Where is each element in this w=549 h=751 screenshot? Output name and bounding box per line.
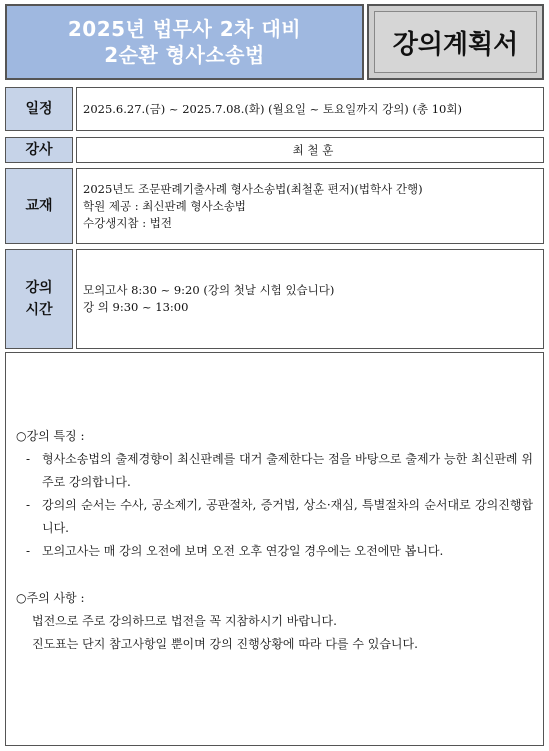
textbook-row	[5, 168, 544, 244]
textbook-line: 수강생지참 : 법전	[83, 215, 172, 230]
lecture-time-label-line: 강의	[25, 280, 53, 296]
lecture-time-row	[5, 249, 544, 349]
instructor-name: 최 철 훈	[292, 142, 334, 157]
caution-text: 진도표는 단지 참고사항일 뿐이며 강의 진행상황에 따라 다를 수 있습니다.	[32, 637, 418, 651]
instructor-value	[76, 137, 544, 163]
schedule-value	[76, 87, 544, 131]
lecture-time-label	[5, 249, 73, 349]
textbook-line: 2025년도 조문판례기출사례 형사소송법(최철훈 편저)(법학사 간행)	[83, 181, 423, 196]
notes-section	[5, 352, 544, 746]
instructor-label: 강사	[5, 137, 73, 163]
title-line-1: 2025년 법무사 2차 대비	[67, 17, 302, 41]
lecture-time-value	[76, 249, 544, 349]
caution-text: 법전으로 주로 강의하므로 법전을 꼭 지참하시기 바랍니다.	[32, 614, 337, 628]
caution-header: ○주의 사항 :	[16, 591, 85, 605]
textbook-label: 교재	[5, 168, 73, 244]
feature-item	[16, 448, 535, 494]
feature-item	[16, 540, 535, 563]
features-header: ○강의 특징 :	[16, 429, 85, 443]
textbook-value	[76, 168, 544, 244]
lecture-time-line: 강 의 9:30 ~ 13:00	[83, 300, 189, 314]
feature-item	[16, 494, 535, 540]
lecture-time-label-line: 시간	[25, 302, 53, 318]
title-line-2: 2순환 형사소송법	[104, 43, 265, 67]
textbook-line: 학원 제공 : 최신판례 형사소송법	[83, 198, 246, 213]
instructor-row	[5, 137, 544, 163]
bullet-dash: -	[26, 452, 31, 466]
schedule-label: 일정	[5, 87, 73, 131]
schedule-row	[5, 87, 544, 131]
feature-text: 강의의 순서는 수사, 공소제기, 공판절차, 증거법, 상소·재심, 특별절차의 순서대로 강의진행합니다.	[42, 498, 533, 535]
schedule-text: 2025.6.27.(금) ~ 2025.7.08.(화) (월요일 ~ 토요일까지 강의) (총 10회)	[83, 101, 462, 116]
document-type-label: 강의계획서	[374, 11, 537, 73]
lecture-time-line: 모의고사 8:30 ~ 9:20 (강의 첫날 시험 있습니다)	[83, 283, 335, 297]
document-title	[5, 4, 364, 80]
feature-text: 모의고사는 매 강의 오전에 보며 오전 오후 연강일 경우에는 오전에만 봅니다.	[42, 544, 444, 558]
feature-text: 형사소송법의 출제경향이 최신판례를 대거 출제한다는 점을 바탕으로 출제가 능한 최신판례 위주로 강의합니다.	[42, 452, 533, 489]
document-type-box	[367, 4, 544, 80]
bullet-dash: -	[26, 544, 31, 558]
bullet-dash: -	[26, 498, 31, 512]
